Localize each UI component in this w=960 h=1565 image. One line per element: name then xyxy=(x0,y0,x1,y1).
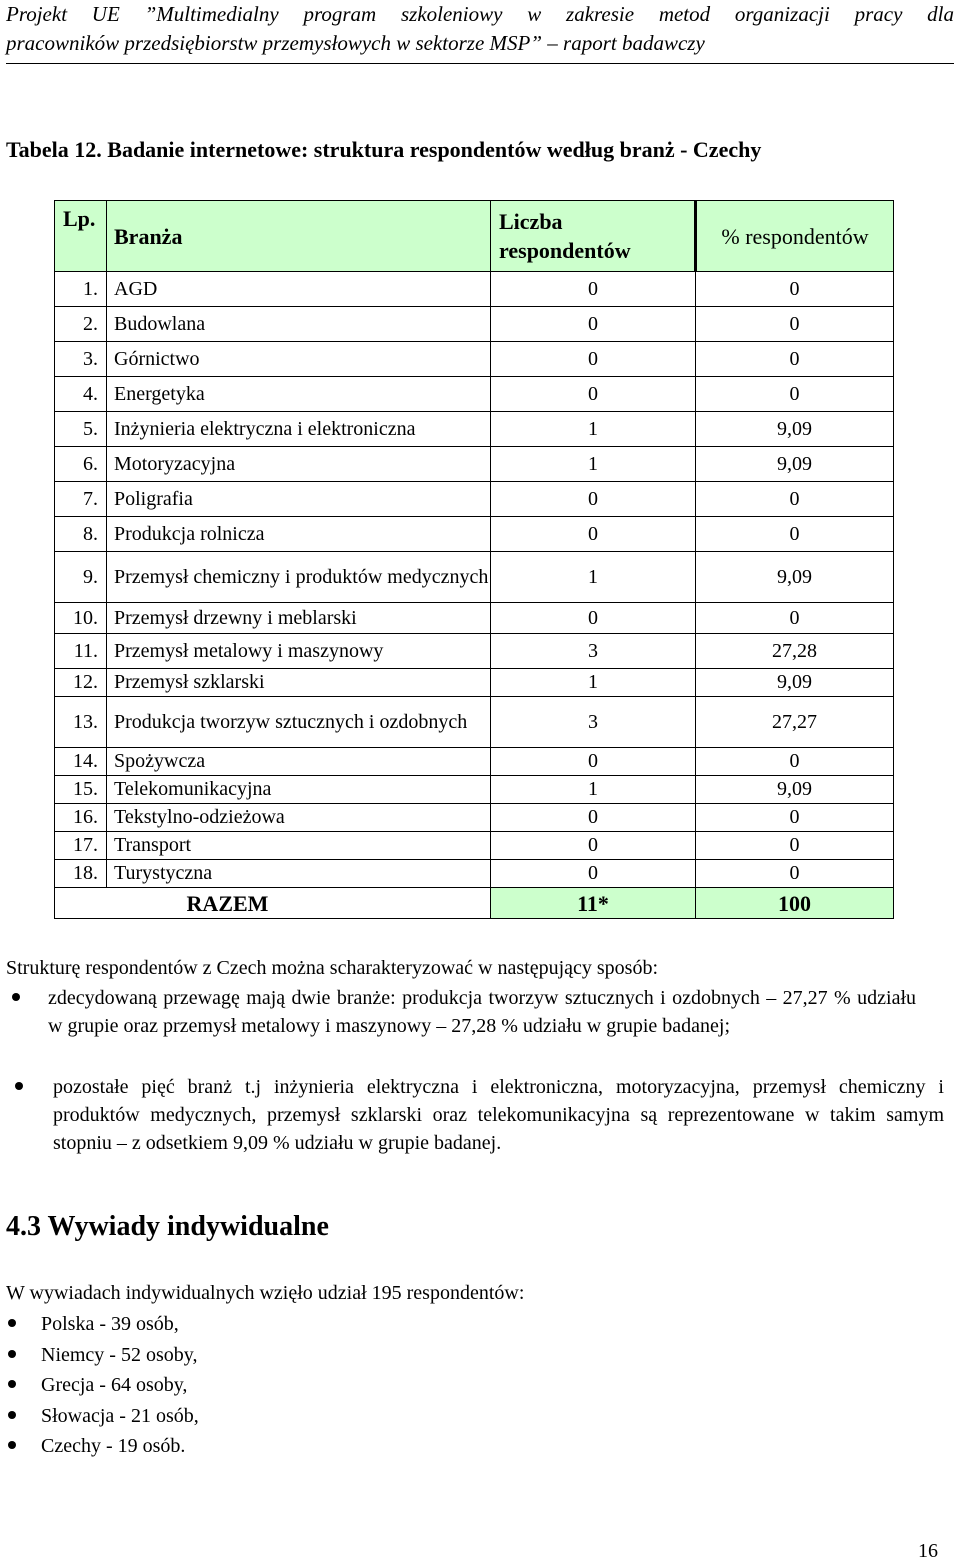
row-industry: Inżynieria elektryczna i elektroniczna xyxy=(107,412,491,447)
table-row xyxy=(55,776,894,804)
row-industry: Energetyka xyxy=(107,377,491,412)
structure-bullet-2: pozostałe pięć branż t.j inżynieria elektryczna i elektroniczna, motoryzacyjna, przemysł chemiczny i produktów medycznych, przemysł szklarski oraz telekomunikacyjna są reprezentowane w takim samym stopniu – z odsetkiem 9,09 % udziału w grupie badanej. xyxy=(53,1076,944,1154)
bullet-dot-icon xyxy=(15,1082,23,1090)
row-percent: 27,27 xyxy=(696,697,894,748)
table-row xyxy=(55,669,894,697)
row-lp: 6. xyxy=(55,447,107,482)
row-percent: 9,09 xyxy=(696,552,894,603)
header-line-2: pracowników przedsiębiorstw przemysłowych w sektorze MSP” – raport badawczy xyxy=(6,31,705,55)
table-row xyxy=(55,517,894,552)
row-industry: Budowlana xyxy=(107,307,491,342)
row-lp: 18. xyxy=(55,860,107,888)
total-count: 11* xyxy=(491,888,696,919)
row-percent: 9,09 xyxy=(696,447,894,482)
row-lp: 8. xyxy=(55,517,107,552)
table-row xyxy=(55,748,894,776)
row-industry: Spożywcza xyxy=(107,748,491,776)
row-industry: Przemysł szklarski xyxy=(107,669,491,697)
row-count: 0 xyxy=(491,517,696,552)
row-percent: 0 xyxy=(696,482,894,517)
row-count: 3 xyxy=(491,697,696,748)
row-lp: 2. xyxy=(55,307,107,342)
row-industry: Tekstylno-odzieżowa xyxy=(107,804,491,832)
table-row xyxy=(55,377,894,412)
page-number: 16 xyxy=(918,1540,938,1562)
row-industry: Przemysł chemiczny i produktów medycznych xyxy=(107,552,491,603)
row-lp: 17. xyxy=(55,832,107,860)
row-percent: 0 xyxy=(696,804,894,832)
row-count: 0 xyxy=(491,804,696,832)
row-industry: Przemysł drzewny i meblarski xyxy=(107,603,491,634)
row-percent: 27,28 xyxy=(696,634,894,669)
row-count: 0 xyxy=(491,307,696,342)
section-title: 4.3 Wywiady indywidualne xyxy=(6,1211,329,1242)
country-item: Niemcy - 52 osoby, xyxy=(41,1343,198,1366)
table-row xyxy=(55,342,894,377)
row-industry: AGD xyxy=(107,272,491,307)
row-count: 1 xyxy=(491,447,696,482)
row-lp: 7. xyxy=(55,482,107,517)
row-count: 0 xyxy=(491,748,696,776)
row-industry: Produkcja rolnicza xyxy=(107,517,491,552)
row-lp: 5. xyxy=(55,412,107,447)
table-row xyxy=(55,447,894,482)
table-caption: Tabela 12. Badanie internetowe: struktura respondentów według branż - Czechy xyxy=(6,137,762,162)
table-row xyxy=(55,272,894,307)
bullet-dot-icon xyxy=(8,1411,16,1419)
country-item: Słowacja - 21 osób, xyxy=(41,1404,199,1427)
table-body xyxy=(55,272,894,888)
row-lp: 15. xyxy=(55,776,107,804)
row-percent: 0 xyxy=(696,748,894,776)
total-percent: 100 xyxy=(696,888,894,919)
total-row xyxy=(55,888,894,919)
bullet-dot-icon xyxy=(8,1350,16,1358)
table-row xyxy=(55,552,894,603)
structure-bullet-1: zdecydowaną przewagę mają dwie branże: produkcja tworzyw sztucznych i ozdobnych – 27,27 % udziału w grupie oraz przemysł metalowy i maszynowy – 27,28 % udziału w grupie badanej; xyxy=(48,987,916,1037)
row-lp: 1. xyxy=(55,272,107,307)
row-industry: Turystyczna xyxy=(107,860,491,888)
row-count: 1 xyxy=(491,669,696,697)
header-percent: % respondentów xyxy=(696,201,894,272)
page-header xyxy=(6,0,954,58)
row-count: 0 xyxy=(491,832,696,860)
row-count: 1 xyxy=(491,776,696,804)
row-industry: Transport xyxy=(107,832,491,860)
row-count: 0 xyxy=(491,860,696,888)
table-row xyxy=(55,697,894,748)
row-lp: 9. xyxy=(55,552,107,603)
bullet-dot-icon xyxy=(8,1441,16,1449)
table-row xyxy=(55,832,894,860)
row-lp: 14. xyxy=(55,748,107,776)
table-row xyxy=(55,603,894,634)
table-row xyxy=(55,634,894,669)
row-percent: 0 xyxy=(696,603,894,634)
row-count: 0 xyxy=(491,482,696,517)
row-lp: 11. xyxy=(55,634,107,669)
header-lp: Lp. xyxy=(55,201,107,272)
row-lp: 16. xyxy=(55,804,107,832)
row-industry: Produkcja tworzyw sztucznych i ozdobnych xyxy=(107,697,491,748)
table-row xyxy=(55,307,894,342)
header-line-1: Projekt UE ”Multimedialny program szkoleniowy w zakresie metod organizacji pracy dla xyxy=(6,2,954,26)
bullet-dot-icon xyxy=(8,1380,16,1388)
row-percent: 0 xyxy=(696,860,894,888)
header-industry: Branża xyxy=(107,201,491,272)
bullet-dot-icon xyxy=(12,993,20,1001)
row-industry: Przemysł metalowy i maszynowy xyxy=(107,634,491,669)
row-count: 0 xyxy=(491,603,696,634)
country-item: Grecja - 64 osoby, xyxy=(41,1374,188,1396)
country-item: Czechy - 19 osób. xyxy=(41,1435,186,1457)
row-lp: 13. xyxy=(55,697,107,748)
row-percent: 9,09 xyxy=(696,669,894,697)
table-header-row xyxy=(55,201,894,272)
interviews-intro: W wywiadach indywidualnych wzięło udział 195 respondentów: xyxy=(6,1282,525,1304)
table-row xyxy=(55,860,894,888)
row-lp: 10. xyxy=(55,603,107,634)
row-percent: 0 xyxy=(696,832,894,860)
row-industry: Górnictwo xyxy=(107,342,491,377)
row-industry: Motoryzacyjna xyxy=(107,447,491,482)
country-item: Polska - 39 osób, xyxy=(41,1313,179,1335)
row-count: 1 xyxy=(491,412,696,447)
row-count: 0 xyxy=(491,272,696,307)
row-count: 0 xyxy=(491,342,696,377)
row-percent: 0 xyxy=(696,517,894,552)
row-percent: 0 xyxy=(696,307,894,342)
row-count: 1 xyxy=(491,552,696,603)
table-row xyxy=(55,804,894,832)
row-industry: Poligrafia xyxy=(107,482,491,517)
row-lp: 3. xyxy=(55,342,107,377)
row-percent: 0 xyxy=(696,342,894,377)
row-percent: 0 xyxy=(696,272,894,307)
table-row xyxy=(55,482,894,517)
row-lp: 4. xyxy=(55,377,107,412)
structure-intro: Strukturę respondentów z Czech można scharakteryzować w następujący sposób: xyxy=(6,957,659,979)
bullet-dot-icon xyxy=(8,1319,16,1327)
row-percent: 0 xyxy=(696,377,894,412)
row-count: 3 xyxy=(491,634,696,669)
row-percent: 9,09 xyxy=(696,412,894,447)
row-percent: 9,09 xyxy=(696,776,894,804)
row-count: 0 xyxy=(491,377,696,412)
total-label: RAZEM xyxy=(55,888,491,919)
industry-table xyxy=(54,200,894,919)
row-industry: Telekomunikacyjna xyxy=(107,776,491,804)
header-rule xyxy=(6,63,954,64)
row-lp: 12. xyxy=(55,669,107,697)
header-count: Liczba respondentów xyxy=(491,201,696,272)
table-row xyxy=(55,412,894,447)
